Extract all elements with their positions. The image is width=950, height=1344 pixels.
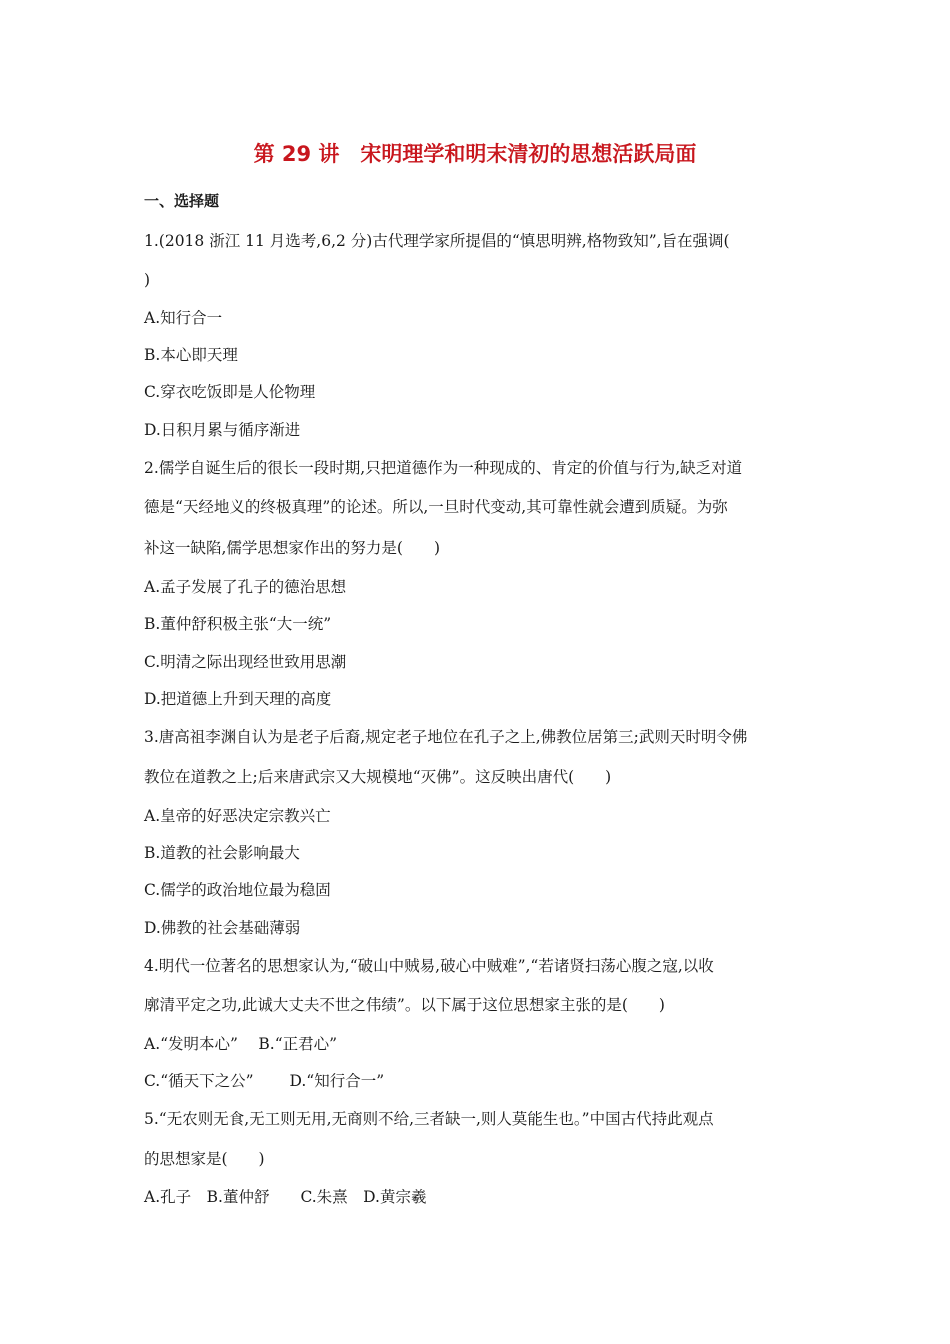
section-heading: 一、选择题: [144, 192, 220, 210]
question-2-option-c: C.明清之际出现经世致用思潮: [144, 653, 347, 671]
page-title: 第 29 讲 宋明理学和明末清初的思想活跃局面: [253, 142, 697, 166]
question-5-stem-line-2: 的思想家是( ): [144, 1150, 265, 1168]
question-4-options-row-1: A.“发明本心” B.“正君心”: [144, 1035, 338, 1053]
question-2-stem-line-2: 德是“天经地义的终极真理”的论述。所以,一旦时代变动,其可靠性就会遭到质疑。为弥: [144, 498, 728, 516]
question-2-option-d: D.把道德上升到天理的高度: [144, 690, 332, 708]
question-1-stem-line-1: 1.(2018 浙江 11 月选考,6,2 分)古代理学家所提倡的“慎思明辨,格物致知”,旨在强调(: [144, 232, 730, 250]
question-3-stem-line-2: 教位在道教之上;后来唐武宗又大规模地“灭佛”。这反映出唐代( ): [144, 768, 612, 786]
question-1-option-b: B.本心即天理: [144, 346, 238, 364]
question-4-stem-line-2: 廓清平定之功,此诚大丈夫不世之伟绩”。以下属于这位思想家主张的是( ): [144, 996, 665, 1014]
question-2-stem-line-3: 补这一缺陷,儒学思想家作出的努力是( ): [144, 539, 441, 557]
question-1-stem-line-2: ): [144, 271, 151, 289]
question-1-option-a: A.知行合一: [144, 309, 223, 327]
question-5-options: A.孔子 B.董仲舒 C.朱熹 D.黄宗羲: [144, 1188, 427, 1206]
question-2-option-a: A.孟子发展了孔子的德治思想: [144, 578, 347, 596]
question-3-option-a: A.皇帝的好恶决定宗教兴亡: [144, 807, 331, 825]
question-1-option-c: C.穿衣吃饭即是人伦物理: [144, 383, 316, 401]
question-4-stem-line-1: 4.明代一位著名的思想家认为,“破山中贼易,破心中贼难”,“若诸贤扫荡心腹之寇,以收: [144, 957, 714, 975]
question-3-stem-line-1: 3.唐高祖李渊自认为是老子后裔,规定老子地位在孔子之上,佛教位居第三;武则天时明令佛: [144, 728, 748, 746]
question-2-option-b: B.董仲舒积极主张“大一统”: [144, 615, 332, 633]
question-3-option-d: D.佛教的社会基础薄弱: [144, 919, 301, 937]
question-3-option-b: B.道教的社会影响最大: [144, 844, 300, 862]
question-3-option-c: C.儒学的政治地位最为稳固: [144, 881, 331, 899]
question-4-options-row-2: C.“循天下之公” D.“知行合一”: [144, 1072, 385, 1090]
question-1-option-d: D.日积月累与循序渐进: [144, 421, 301, 439]
question-2-stem-line-1: 2.儒学自诞生后的很长一段时期,只把道德作为一种现成的、肯定的价值与行为,缺乏对道: [144, 459, 743, 477]
question-5-stem-line-1: 5.“无农则无食,无工则无用,无商则不给,三者缺一,则人莫能生也。”中国古代持此观点: [144, 1110, 714, 1128]
